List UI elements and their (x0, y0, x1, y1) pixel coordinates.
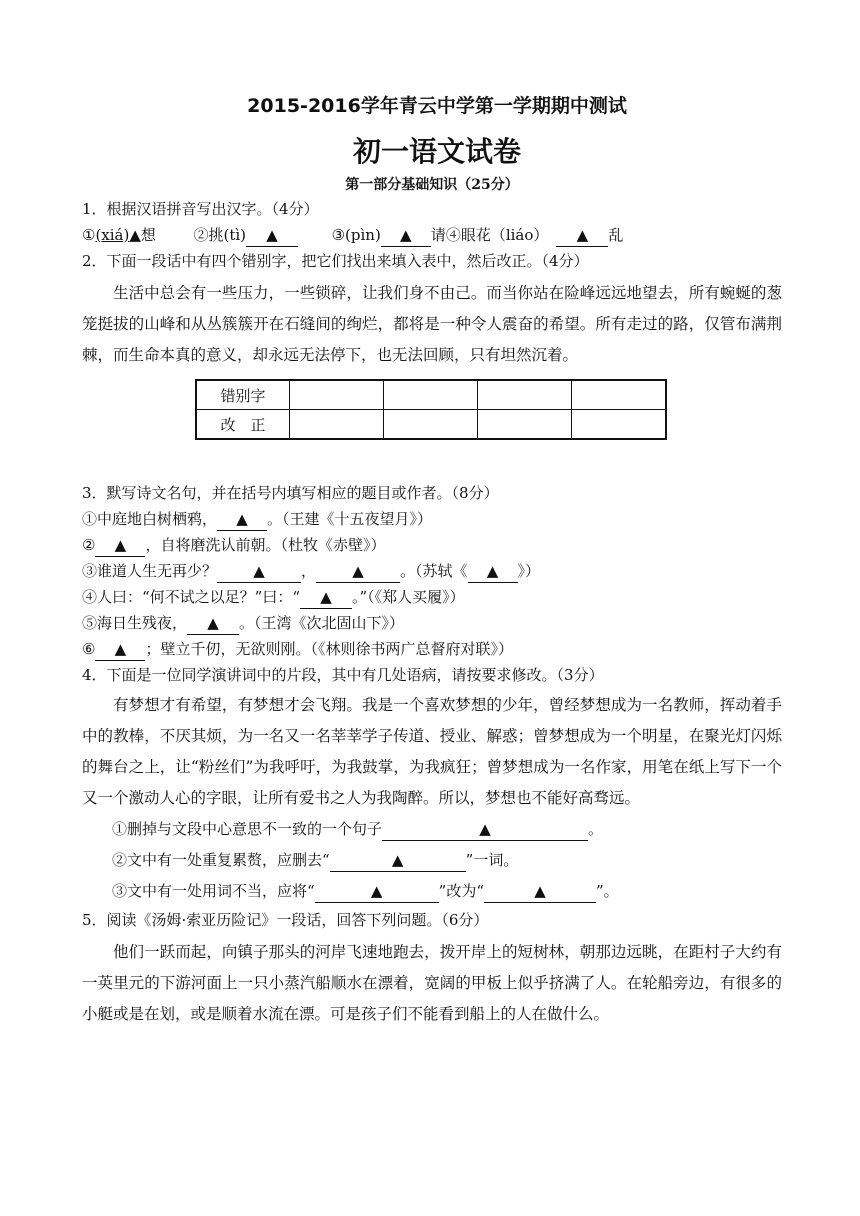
q3-l3-blank1[interactable]: ▲ (217, 560, 301, 583)
q5-stem: 5．阅读《汤姆·索亚历险记》一段话，回答下列问题。（6分） (82, 911, 489, 929)
q3-l5-text: ⑤海日生残夜， (82, 614, 188, 632)
q1-item2-blank[interactable]: ▲ (246, 224, 298, 247)
q3-l3-text: ③谁道人生无再少？ (82, 562, 218, 580)
q4-s3-blank2[interactable]: ▲ (484, 880, 596, 903)
q2-passage: 生活中总会有一些压力，一些锁碎，让我们身不由己。而当你站在险峰远远地望去，所有蜿蜒的葱笼挺拔的山峰和从丛簇簇开在石缝间的绚烂，都将是一种令人震奋的希望。所有走过的路，仅管布满荆棘，而生命本真的意义，却永远无法停下，也无法回顾，只有坦然沉着。 (82, 284, 782, 364)
q3-l5-source: 。（王湾《次北固山下》） (239, 614, 405, 632)
q4-s2-text: ②文中有一处重复累赘，应删去“ (112, 851, 330, 869)
q3-stem: 3．默写诗文名句，并在括号内填写相应的题目或作者。（8分） (82, 484, 499, 502)
q1-item1-pinyin: (xiá) (95, 226, 130, 244)
q3-line4 (82, 584, 782, 610)
q1-item1-after: 想 (140, 226, 156, 244)
q2-answer-table (195, 379, 667, 440)
q1-items (82, 222, 782, 248)
q2-stem: 2．下面一段话中有四个错别字，把它们找出来填入表中，然后改正。（4分） (82, 252, 589, 270)
answer-cell[interactable] (290, 380, 384, 410)
exam-page (82, 92, 782, 1030)
answer-cell[interactable] (478, 410, 572, 440)
answer-cell[interactable] (572, 410, 667, 440)
answer-cell[interactable] (290, 410, 384, 440)
q3-l3-close: 》） (517, 562, 541, 580)
q1-item1-num: ① (82, 226, 96, 244)
q4-s2-blank[interactable]: ▲ (330, 849, 466, 872)
q1-item1-blank[interactable]: ▲ (129, 226, 141, 244)
q4-sub2 (82, 845, 782, 876)
answer-cell[interactable] (384, 410, 478, 440)
q3-l4-blank[interactable]: ▲ (300, 586, 352, 609)
q1-item4-after: 乱 (608, 226, 624, 244)
q3-l4-text: ④人曰：“何不试之以足？”曰：“ (82, 588, 301, 606)
q3-line5 (82, 610, 782, 636)
q3-line6 (82, 636, 782, 662)
answer-cell[interactable] (572, 380, 667, 410)
q4-s1-text: ①删掉与文段中心意思不一致的一个句子 (112, 820, 383, 838)
answer-cell[interactable] (478, 380, 572, 410)
q1-stem: 1．根据汉语拼音写出汉字。（4分） (82, 200, 319, 218)
q3-l5-blank[interactable]: ▲ (187, 612, 239, 635)
q4-s1-end: 。 (588, 820, 604, 838)
q4-passage: 有梦想才有希望，有梦想才会飞翔。我是一个喜欢梦想的少年，曾经梦想成为一名教师，挥动着手中的教棒，不厌其烦，为一名又一名莘莘学子传道、授业、解惑；曾梦想成为一个明星，在聚光灯闪烁的舞台之上，让“粉丝们”为我呼吁，为我鼓掌，为我疯狂；曾梦想成为一名作家，用笔在纸上写下一个又一个激动人心的字眼，让所有爱书之人为我陶醉。所以，梦想也不能好高骛远。 (82, 696, 782, 807)
table-header-correct: 改 正 (196, 410, 290, 440)
exam-title: 2015-2016学年青云中学第一学期期中测试 (247, 95, 627, 117)
q1-item2: ②挑(tì) (193, 226, 247, 244)
q1-item4-blank[interactable]: ▲ (556, 224, 608, 247)
q3-l4-source: 。”（《郑人买履》） (352, 588, 465, 606)
q1-item3-blank[interactable]: ▲ (381, 224, 431, 247)
table-row (196, 410, 666, 440)
q3-l3-blank2[interactable]: ▲ (316, 560, 400, 583)
q3-l3-source: 。（苏轼《 (400, 562, 468, 580)
q1-item3-after: 请 (430, 226, 446, 244)
q3-l6-blank[interactable]: ▲ (95, 638, 145, 661)
q5-passage: 他们一跃而起，向镇子那头的河岸飞速地跑去，拨开岸上的短树林，朝那边远眺，在距村子大约有一英里元的下游河面上一只小蒸汽船顺水在漂着，宽阔的甲板上似乎挤满了人。在轮船旁边，有很多的小艇或是在划，或是顺着水流在漂。可是孩子们不能看到船上的人在做什么。 (82, 943, 782, 1023)
q3-l3-blank3[interactable]: ▲ (468, 560, 518, 583)
q3-l1-blank[interactable]: ▲ (217, 508, 267, 531)
q1-item3: ③(pìn) (331, 226, 381, 244)
q3-line3 (82, 558, 782, 584)
q4-s3-mid: ”改为“ (438, 882, 485, 900)
q3-line1 (82, 506, 782, 532)
section-heading: 第一部分基础知识（25分） (345, 177, 519, 193)
table-header-wrong: 错别字 (196, 380, 290, 410)
q3-line2 (82, 532, 782, 558)
q4-stem: 4．下面是一位同学演讲词中的片段，其中有几处语病，请按要求修改。（3分） (82, 666, 604, 684)
q4-sub1 (82, 814, 782, 845)
q4-s3-end: ”。 (596, 882, 619, 900)
q3-l1-source: 。（王建《十五夜望月》） (267, 510, 433, 528)
q3-l1-text: ①中庭地白树栖鸦， (82, 510, 218, 528)
q3-l2-num: ② (82, 536, 96, 554)
q4-s1-blank[interactable]: ▲ (382, 818, 588, 841)
answer-cell[interactable] (384, 380, 478, 410)
exam-name: 初一语文试卷 (352, 135, 521, 168)
q4-s2-end: ”一词。 (465, 851, 519, 869)
q3-l2-blank[interactable]: ▲ (95, 534, 145, 557)
q3-l6-text: ；壁立千仞，无欲则刚。（《林则徐书两广总督府对联》） (145, 640, 513, 658)
table-row (196, 380, 666, 410)
q3-l2-text: ，自将磨洗认前朝。（杜牧《赤壁》） (145, 536, 386, 554)
q4-s3-text: ③文中有一处用词不当，应将“ (112, 882, 315, 900)
q4-s3-blank1[interactable]: ▲ (315, 880, 439, 903)
q3-l6-num: ⑥ (82, 640, 96, 658)
q3-l3-comma: ， (301, 562, 317, 580)
q1-item4: ④眼花（liáo） (445, 226, 549, 244)
q4-sub3 (82, 876, 782, 907)
